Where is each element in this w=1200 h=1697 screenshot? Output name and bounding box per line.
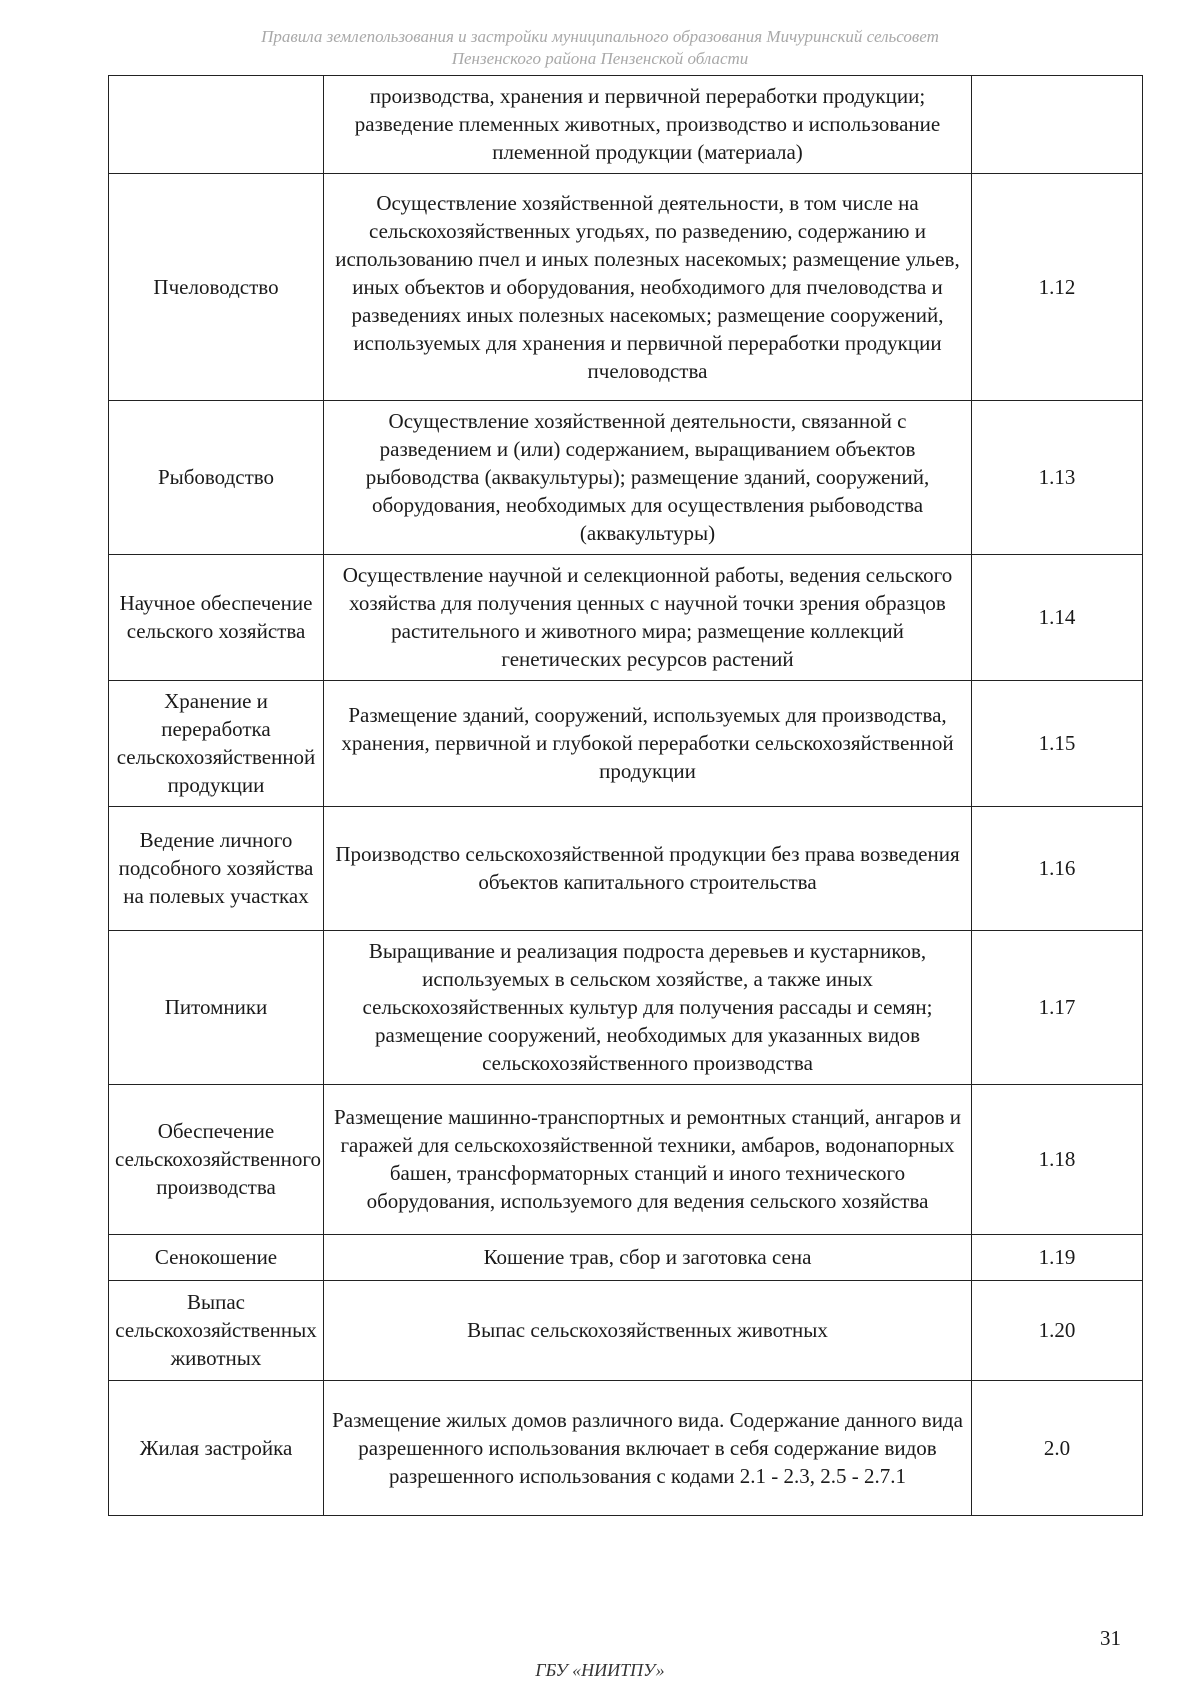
use-description-cell: Выпас сельскохозяйственных животных (324, 1281, 972, 1381)
use-name-cell (109, 76, 324, 174)
land-use-table (108, 75, 1143, 1516)
table-row (109, 807, 1143, 931)
use-description-cell: Размещение машинно-транспортных и ремонтных станций, ангаров и гаражей для сельскохозяйственной техники, амбаров, водонапорных башен, трансформаторных станций и иного технического оборудования, используемого для ведения сельского хозяйства (324, 1085, 972, 1235)
use-code-cell: 1.14 (972, 555, 1143, 681)
table-row (109, 174, 1143, 401)
use-description-cell: Выращивание и реализация подроста деревьев и кустарников, используемых в сельском хозяйстве, а также иных сельскохозяйственных культур для получения рассады и семян; размещение сооружений, необходимых для указанных видов сельскохозяйственного производства (324, 931, 972, 1085)
table-row (109, 1281, 1143, 1381)
use-code-cell: 1.20 (972, 1281, 1143, 1381)
running-header (150, 26, 1050, 70)
footer-organization: ГБУ «НИИТПУ» (535, 1660, 665, 1680)
use-name-cell: Жилая застройка (109, 1381, 324, 1516)
use-code-cell: 1.16 (972, 807, 1143, 931)
table-row (109, 681, 1143, 807)
use-name-cell: Научное обеспечение сельского хозяйства (109, 555, 324, 681)
use-name-cell: Питомники (109, 931, 324, 1085)
table-row (109, 1381, 1143, 1516)
use-code-cell (972, 76, 1143, 174)
use-description-cell: Осуществление хозяйственной деятельности, в том числе на сельскохозяйственных угодьях, по разведению, содержанию и использованию пчел и иных полезных насекомых; размещение ульев, иных объектов и оборудования, необходимого для пчеловодства и разведениях иных полезных насекомых; размещение сооружений, используемых для хранения и первичной переработки продукции пчеловодства (324, 174, 972, 401)
use-description-cell: Производство сельскохозяйственной продукции без права возведения объектов капитального строительства (324, 807, 972, 931)
use-description-cell: производства, хранения и первичной переработки продукции; разведение племенных животных, производство и использование племенной продукции (материала) (324, 76, 972, 174)
use-description-cell: Осуществление научной и селекционной работы, ведения сельского хозяйства для получения ценных с научной точки зрения образцов растительного и животного мира; размещение коллекций генетических ресурсов растений (324, 555, 972, 681)
use-name-cell: Обеспечение сельскохозяйственного производства (109, 1085, 324, 1235)
use-description-cell: Осуществление хозяйственной деятельности, связанной с разведением и (или) содержанием, выращиванием объектов рыбоводства (аквакультуры); размещение зданий, сооружений, оборудования, необходимых для осуществления рыбоводства (аквакультуры) (324, 401, 972, 555)
use-code-cell: 1.15 (972, 681, 1143, 807)
use-code-cell: 1.12 (972, 174, 1143, 401)
use-name-cell: Хранение и переработка сельскохозяйственной продукции (109, 681, 324, 807)
header-line-1: Правила землепользования и застройки муниципального образования Мичуринский сельсовет (261, 27, 939, 46)
use-code-cell: 1.13 (972, 401, 1143, 555)
use-code-cell: 1.19 (972, 1235, 1143, 1281)
use-code-cell: 2.0 (972, 1381, 1143, 1516)
header-line-2: Пензенского района Пензенской области (451, 49, 749, 68)
use-description-cell: Размещение зданий, сооружений, используемых для производства, хранения, первичной и глубокой переработки сельскохозяйственной продукции (324, 681, 972, 807)
table-row (109, 555, 1143, 681)
use-code-cell: 1.18 (972, 1085, 1143, 1235)
use-name-cell: Выпас сельскохозяйственных животных (109, 1281, 324, 1381)
table-row (109, 1085, 1143, 1235)
use-name-cell: Пчеловодство (109, 174, 324, 401)
table-row (109, 76, 1143, 174)
use-name-cell: Ведение личного подсобного хозяйства на полевых участках (109, 807, 324, 931)
page-number: 31 (1100, 1626, 1121, 1650)
use-code-cell: 1.17 (972, 931, 1143, 1085)
table-row (109, 401, 1143, 555)
table-row (109, 931, 1143, 1085)
use-description-cell: Размещение жилых домов различного вида. Содержание данного вида разрешенного использования включает в себя содержание видов разрешенного использования с кодами 2.1 - 2.3, 2.5 - 2.7.1 (324, 1381, 972, 1516)
use-name-cell: Рыбоводство (109, 401, 324, 555)
use-description-cell: Кошение трав, сбор и заготовка сена (324, 1235, 972, 1281)
use-name-cell: Сенокошение (109, 1235, 324, 1281)
table-row (109, 1235, 1143, 1281)
